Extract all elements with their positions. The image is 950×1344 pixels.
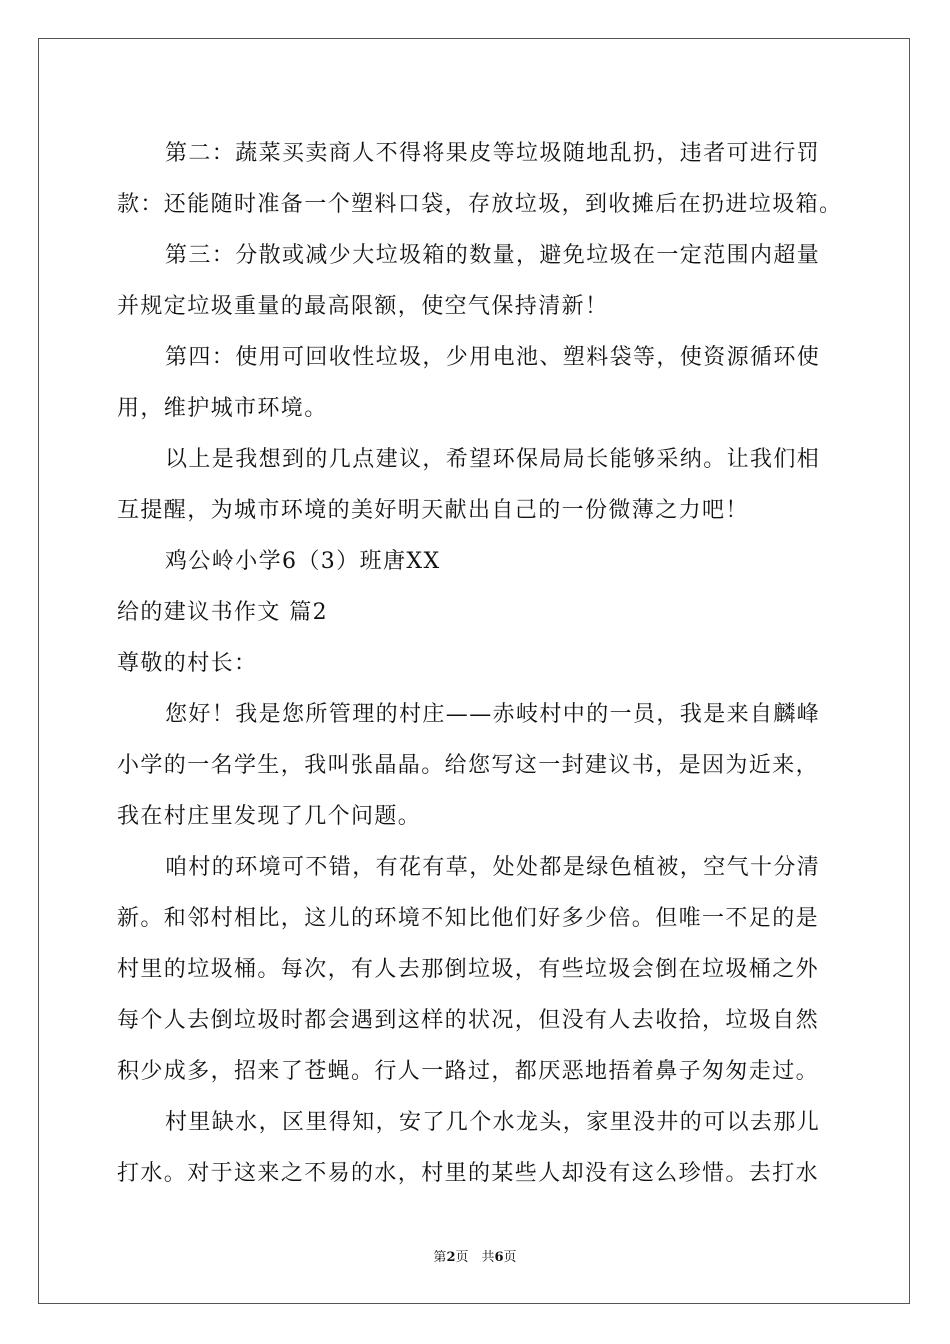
text-line: 鸡公岭小学6（3）班唐XX — [165, 549, 441, 574]
text-line: 打水。对于这来之不易的水，村里的某些人却没有这么珍惜。去打水 — [117, 1161, 820, 1186]
document-body — [117, 128, 843, 1199]
text-line: 新。和邻村相比，这儿的环境不知比他们好多少倍。但唯一不足的是 — [117, 906, 820, 931]
text-line: 村里的垃圾桶。每次，有人去那倒垃圾，有些垃圾会倒在垃圾桶之外 — [117, 957, 820, 982]
text-line: 积少成多，招来了苍蝇。行人一路过，都厌恶地捂着鼻子匆匆走过。 — [117, 1059, 820, 1084]
text-line: 款：还能随时准备一个塑料口袋，存放垃圾，到收摊后在扔进垃圾箱。 — [117, 192, 843, 217]
text-line: 用，维护城市环境。 — [117, 396, 328, 421]
footer-total-pages: 6 — [494, 1250, 504, 1265]
text-line: 给的建议书作文 篇2 — [117, 600, 328, 625]
footer-page-number: 2 — [446, 1250, 456, 1265]
text-line: 以上是我想到的几点建议，希望环保局局长能够采纳。让我们相 — [165, 447, 821, 472]
text-line: 村里缺水，区里得知，安了几个水龙头，家里没井的可以去那儿 — [165, 1110, 821, 1135]
footer-prefix: 第 — [433, 1250, 447, 1265]
page-footer — [0, 1246, 950, 1265]
text-line: 第四：使用可回收性垃圾，少用电池、塑料袋等，使资源循环使 — [165, 345, 821, 370]
text-line: 尊敬的村长： — [117, 651, 258, 676]
text-line: 咱村的环境可不错，有花有草，处处都是绿色植被，空气十分清 — [165, 855, 821, 880]
footer-middle: 页 共 — [455, 1250, 495, 1265]
footer-suffix: 页 — [503, 1250, 517, 1265]
text-line: 互提醒，为城市环境的美好明天献出自己的一份微薄之力吧！ — [117, 498, 749, 523]
text-line: 并规定垃圾重量的最高限额，使空气保持清新！ — [117, 294, 609, 319]
text-line: 您好！我是您所管理的村庄——赤岐村中的一员，我是来自麟峰 — [165, 702, 821, 727]
text-line: 小学的一名学生，我叫张晶晶。给您写这一封建议书，是因为近来， — [117, 753, 820, 778]
text-line: 第二：蔬菜买卖商人不得将果皮等垃圾随地乱扔，违者可进行罚 — [165, 141, 821, 166]
text-line: 每个人去倒垃圾时都会遇到这样的状况，但没有人去收拾，垃圾自然 — [117, 1008, 820, 1033]
text-line: 第三：分散或减少大垃圾箱的数量，避免垃圾在一定范围内超量 — [165, 243, 821, 268]
text-line: 我在村庄里发现了几个问题。 — [117, 804, 422, 829]
